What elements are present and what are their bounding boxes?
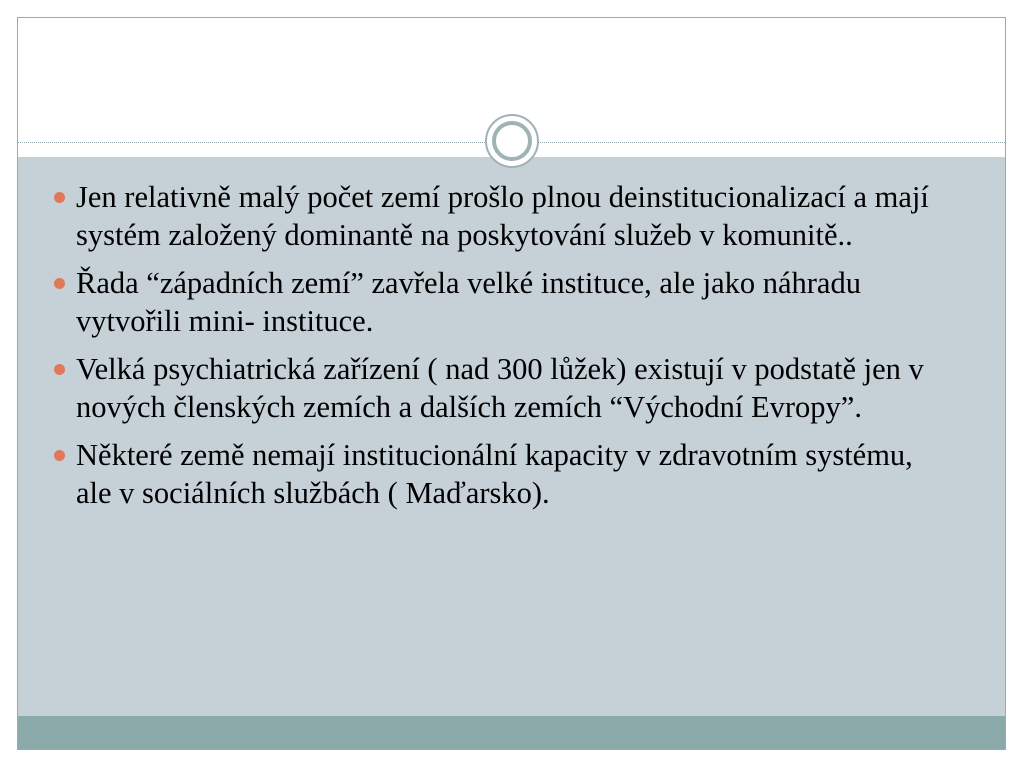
footer-band xyxy=(18,716,1005,750)
slide xyxy=(17,17,1006,750)
bullet-dot-icon xyxy=(54,192,65,203)
bullet-dot-icon xyxy=(54,450,65,461)
bullet-item xyxy=(54,264,954,340)
bullet-text: Některé země nemají institucionální kapacity v zdravotním systému, ale v sociálních službách ( Maďarsko). xyxy=(76,438,913,510)
bullet-dot-icon xyxy=(54,364,65,375)
bullet-text: Řada “západních zemí” zavřela velké instituce, ale jako náhradu vytvořili mini- instituce. xyxy=(76,266,861,338)
bullet-text: Velká psychiatrická zařízení ( nad 300 lůžek) existují v podstatě jen v nových členských zemích a dalších zemích “Východní Evropy”. xyxy=(76,352,924,424)
bullet-item xyxy=(54,436,954,512)
ring-ornament-icon xyxy=(485,114,539,168)
bullet-item xyxy=(54,178,954,254)
bullet-list xyxy=(54,178,954,522)
bullet-dot-icon xyxy=(54,278,65,289)
bullet-item xyxy=(54,350,954,426)
bullet-text: Jen relativně malý počet zemí prošlo plnou deinstitucionalizací a mají systém založený dominantě na poskytování služeb v komunitě.. xyxy=(76,180,929,252)
